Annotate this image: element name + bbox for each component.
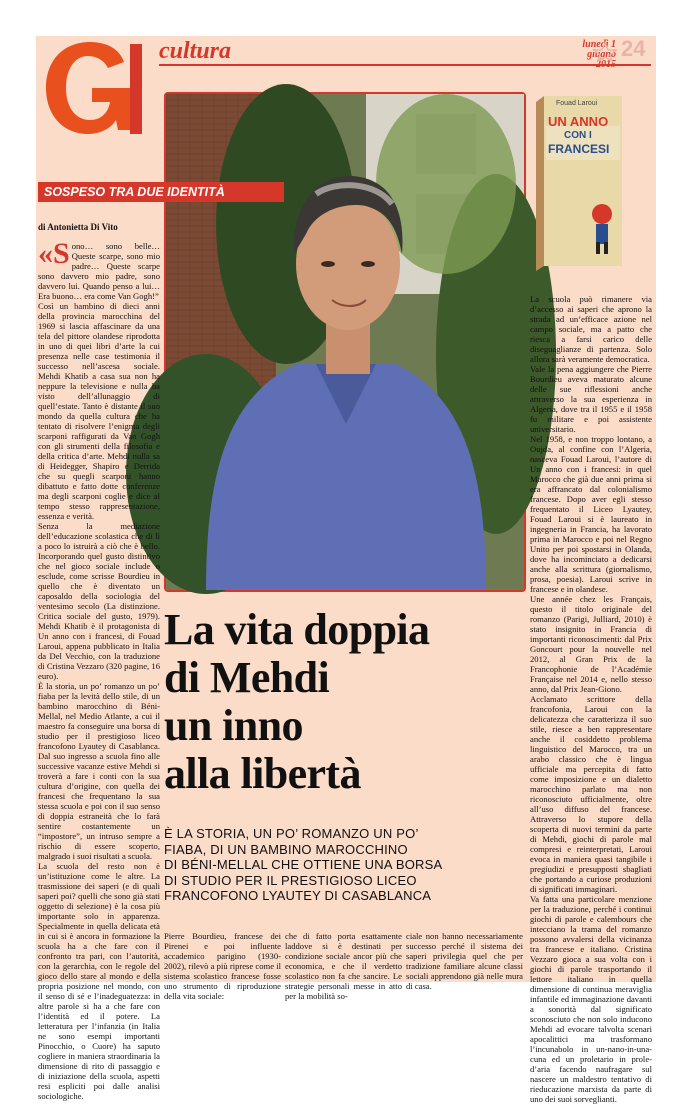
article-paragraph: Va fatta una particolare menzione per la traduzione, perché i continui giochi di parole e calembours che intecciano la trama del romanzo possono avvalersi della vicinanza tra francese e italiano. Cristina Vezzaro gioca a sua volta con i giochi di parole trasportando il lettore italiano in quella dimensione di continua meraviglia infantile ed immaginazione davanti a sonorità dal significato sconosciuto che non solo inducono Mehdi ad evocare talvolta scenari apocalittici ma trasformano l’incunabolo in un-nano-in-una-cuna ed un proletario in prole-d’aria facendo naufragare sul nascere un maldestro tentativo di rieducazione marxista da parte di uno dei suoi sorveglianti. [530,894,652,1104]
page-number: 24 [621,36,646,61]
article-column-bottom-2 [285,931,402,1001]
article-paragraph: ciale non hanno necessariamente successo perché il sistema dei saperi privilegia quel che per tradizione familiare alcune classi sociali apprendono già nelle mura di casa. [406,931,523,991]
article-paragraph: Acclamato scrittore della francofonia, Laroui con la delicatezza che caratterizza il suo stile, riesce a ben rappresentare anche il cosiddetto problema linguistico del Marocco, tra un arabo classico che è lingua ufficiale ma percepita di fatto come imposizione e un dialetto marocchino parlato ma non riconosciuto ufficialmente, oltre all’uso diffuso del francese. Attraverso lo stupore della scoperta di nuovi termini da parte di Mehdi, giochi di parole mal compresi e reinterpretati, Laroui evoca in maniera quasi tangibile i pregiudizi e presupposti sbagliati che portando a curiose produzioni di significati immaginari. [530,694,652,894]
article-paragraph: Nel 1958, e non troppo lontano, a Oujda, al confine con l’Algeria, nasceva Fouad Laroui, l’autore di Un anno con i francesi: in quel Marocco che già due anni prima si era affrancato dal colonialismo francese. Dopo aver egli stesso frequentato il Liceo Lyautey, Fouad Laroui si è laureato in ingegneria in Francia, ha lavorato prima in Marocco e poi nel Regno Unito per poi spostarsi in Olanda, dove ha incominciato a dedicarsi anche alla scrittura (giornalismo, prosa, poesia). Laroui scrive in francese e in olandese. [530,434,652,594]
summary-line: DI STUDIO PER IL PRESTIGIOSO LICEO [164,872,417,888]
author-portrait-image [166,94,524,590]
headline [164,606,526,798]
headline-line: un inno [164,701,303,750]
article-paragraph [38,237,160,301]
article-paragraph: Vale la pena aggiungere che Pierre Bourdieu aveva maturato alcune delle sue riflessioni anche attraverso la sua esperienza in Algeria, dove tra il 1955 e il 1958 fu militare e poi assistente universitario. [530,364,652,434]
paragraph-text: ono… sono belle… Queste scarpe, sono mio padre… Queste scarpe sono davvero mio padre, sono davvero lui. Quando penso a lui… Era buono… era come Van Gogh!” [38,241,160,301]
headline-line: La vita doppia [164,605,430,654]
article-column-bottom-1 [164,931,281,1001]
headline-line: di Mehdi [164,653,330,702]
summary-deck [164,826,526,904]
article-paragraph: La scuola del resto non è un’istituzione come le altre. La trasmissione dei saperi (e di quali saperi poi? quelli che sono già stati oggetto di selezione) è la cosa più importante solo in apparenza. Specialmente in quella delicata età in cui si è ancora in formazione la scuola ha a che fare con il confronto tra pari, con l’autorità, con la gerarchia, con le regole del gioco dello stare al mondo e della propria posizione nel mondo, con il senso di sé e l’inadeguatezza: in altre parole si ha a che fare con l’identità ed il potere. La letteratura per l’infanzia (in Italia ne sono esempi importanti Pinocchio, o Cuore) ha saputo cogliere in maniera straordinaria la dimensione di rito di passaggio e di iniziazione della scuola, aspetti resi espliciti poi dalle analisi sociologiche. [38,861,160,1101]
article-paragraph: che di fatto porta esattamente laddove si è destinati per condizione sociale ancor più che economica, e che il verdetto scolastico non fa che sancire. Le strategie personali messe in atto per la mobilità so- [285,931,402,1001]
book-author: Fouad Laroui [556,100,598,107]
article-column-right [530,294,652,1104]
summary-line: È LA STORIA, UN PO’ ROMANZO UN PO’ [164,826,419,841]
star-decoration-icon [592,42,618,62]
book-cover [536,96,622,271]
summary-line: FIABA, DI UN BAMBINO MAROCCHINO [164,841,408,857]
byline: di Antonietta Di Vito [38,222,118,232]
date-month: giugno [587,49,616,60]
article-column-bottom-3 [406,931,523,991]
book-title-line2: CON I [564,130,592,141]
headline-line: alla libertà [164,749,361,798]
summary-line: DI BÉNI-MELLAL CHE OTTIENE UNA BORSA [164,857,443,872]
article-paragraph: È la storia, un po’ romanzo un po’ fiaba per la levità dello stile, di un bambino marocchino di Béni-Mellal, nel Medio Atlante, a cui il maestro fa conseguire una borsa di studio per il prestigioso liceo francofono Lyautey di Casablanca. Dal suo ingresso a scuola fino alle successive vacanze estive Mehdi si troverà a fare i conti con la sua cultura d’origine, con quella dei francesi che frequentano la sua stessa scuola e poi con il suo senso di doppia estraneità che lo farà sentire costantemente un “impostore”, un intruso sempre a rischio di essere scoperto, malgrado i suoi risultati a scuola. [38,681,160,861]
author-photo [164,92,526,592]
drop-cap: «S [38,237,70,270]
article-paragraph: Une année chez les Français, questo il titolo originale del romanzo (Parigi, Julliard, 2010) è stato insignito in Francia di importanti riconoscimenti: dal Prix Goncourt pour la nouvelle nel 2012, al Gran Prix de la Francophonie de l’Académie Française nel 2014 e, nello stesso anno, dal Prix Jean-Giono. [530,594,652,694]
book-title-line1: UN ANNO [548,114,609,129]
article-paragraph: La scuola può rimanere via d’accesso ai saperi che aprono la strada ad un’efficace azione nel campo sociale, ma a patto che riesca a farsi carico delle diseguaglianze di partenza. Solo allora sarà veramente democratica. [530,294,652,364]
summary-line: FRANCOFONO LYAUTEY DI CASABLANCA [164,888,432,903]
section-title: cultura [159,38,232,64]
kicker-label: SOSPESO TRA DUE IDENTITÀ [38,182,284,202]
date-day: lunedì 1 [582,39,616,50]
article-paragraph: Senza la mediazione dell’educazione scolastica che di lì a poco lo istruirà a ciò che è bello. Incorporando quel gusto distintivo che nel gioco sociale include o esclude, come scrisse Bourdieu in quello che è diventato un caposaldo della sociologia del ventesimo secolo (La distinzione. Critica sociale del gusto, 1979). Mehdi Khatib è il protagonista di Un anno con i francesi, di Fouad Laroui, appena pubblicato in Italia da Del Vecchio, con la traduzione di Cristina Vezzaro (320 pagine, 16 euro). [38,521,160,681]
book-title-line3: FRANCESI [548,142,610,156]
article-column-left [38,237,160,1101]
article-paragraph: Così un bambino di dieci anni della provincia marocchina del 1969 si lascia affascinare da una tela del pittore olandese riprodotta in uno di quei libri d’arte la cui presenza nelle case testimonia il successo nell’ascesa sociale. Mehdi Khatib a casa sua non ha neppure la televisione e nulla ha visto dell’allunaggio di quell’estate. Tanto è distante il suo mondo da quella cultura che ha tentato di risolvere l’enigma degli scarponi raffigurati da Van Gogh con gli strumenti della filosofia e della critica d’arte. Mehdi nulla sa di Heidegger, Shapiro e Derrida che su quegli scarponi hanno dibattuto e fatto dotte conferenze ma degli scarponi coglie e dice al tempo stesso rappresentazione, essenza e verità. [38,301,160,521]
date-year: 2015 [596,59,616,70]
g-logo-icon [38,38,146,138]
newspaper-page [36,36,656,1104]
article-paragraph: Pierre Bourdieu, francese dei Pirenei e poi influente accademico parigino (1930-2002), rilevò a più riprese come il sistema scolastico francese fosse uno strumento di riproduzione della vita sociale: [164,931,281,1001]
